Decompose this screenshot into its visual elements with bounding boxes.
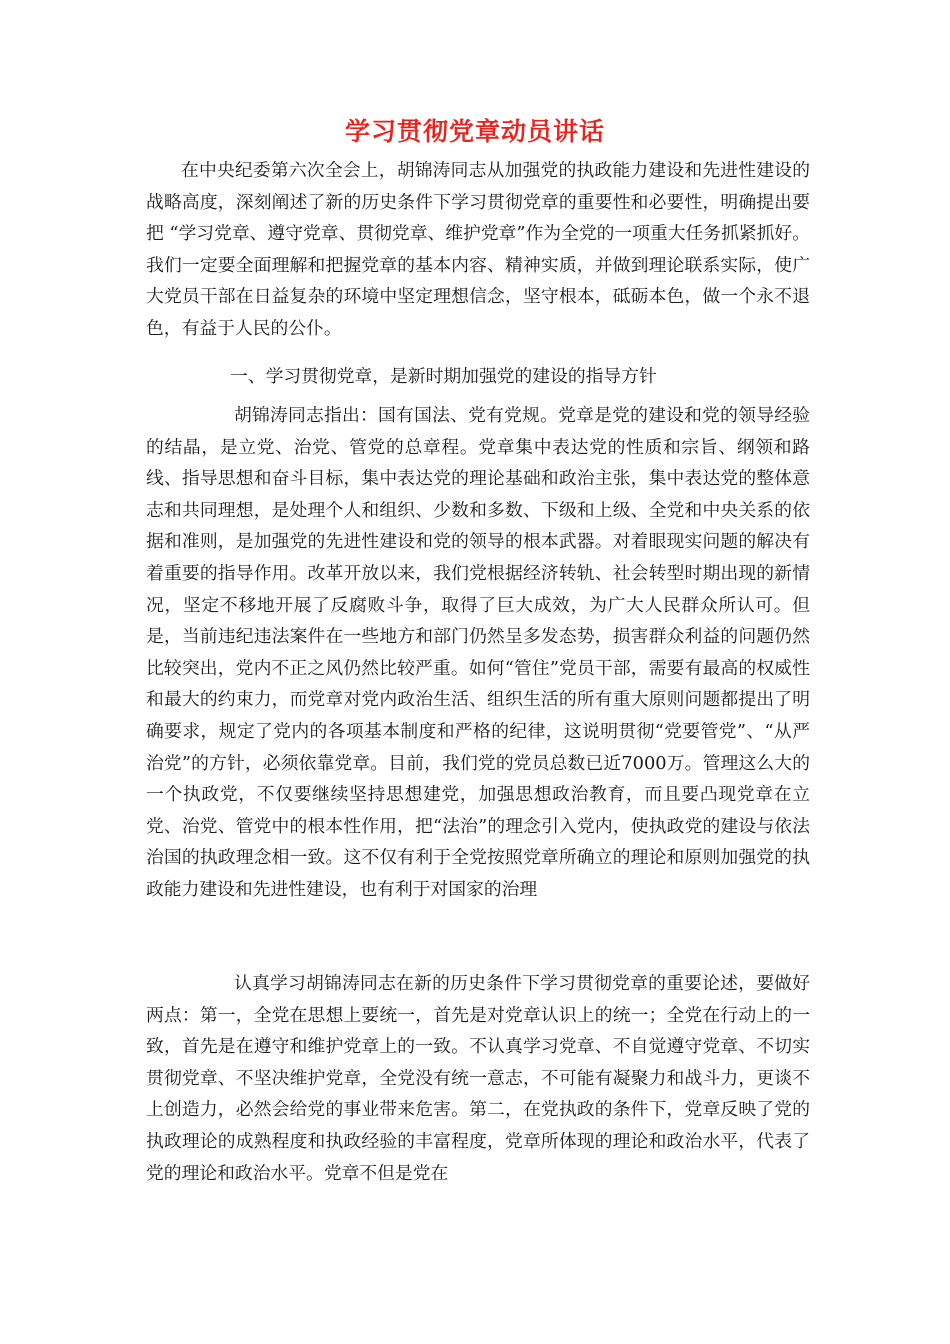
paragraph-body-continued: 认真学习胡锦涛同志在新的历史条件下学习贯彻党章的重要论述，要做好两点：第一，全党在思想上要统一，首先是对党章认识上的统一；全党在行动上的一致，首先是在遵守和维护党章上的一致。不认真学习党章、不自觉遵守党章、不切实贯彻党章、不坚决维护党章，全党没有统一意志，不可能有凝聚力和战斗力，更谈不上创造力，必然会给党的事业带来危害。第二，在党执政的条件下，党章反映了党的执政理论的成熟程度和执政经验的丰富程度，党章所体现的理论和政治水平，代表了党的理论和政治水平。党章不但是党在 (146, 973, 810, 1184)
document-title: 学习贯彻党章动员讲话 (344, 117, 605, 146)
paragraph-body: 胡锦涛同志指出：国有国法、党有党规。党章是党的建设和党的领导经验的结晶，是立党、治党、管党的总章程。党章集中表达党的性质和宗旨、纲领和路线、指导思想和奋斗目标，集中表达党的理论基础和政治主张，集中表达党的整体意志和共同理想，是处理个人和组织、少数和多数、下级和上级、全党和中央关系的依据和准则，是加强党的先进性建设和党的领导的根本武器。对着眼现实问题的解决有着重要的指导作用。改革开放以来，我们党根据经济转轨、社会转型时期出现的新情况，坚定不移地开展了反腐败斗争，取得了巨大成效，为广大人民群众所认可。但是，当前违纪违法案件在一些地方和部门仍然呈多发态势，损害群众利益的问题仍然比较突出，党内不正之风仍然比较严重。如何“管住”党员干部，需要有最高的权威性和最大的约束力，而党章对党内政治生活、组织生活的所有重大原则问题都提出了明确要求，规定了党内的各项基本制度和严格的纪律，这说明贯彻“党要管党”、“从严治党”的方针，必须依靠党章。目前，我们党的党员总数已近7000万。管理这么大的一个执政党，不仅要继续坚持思想建党，加强思想政治教育，而且要凸现党章在立党、治党、管党中的根本性作用，把“法治”的理念引入党内，使执政党的建设与依法治国的执政理念相一致。这不仅有利于全党按照党章所确立的理论和原则加强党的执政能力建设和先进性建设，也有利于对国家的治理 (146, 405, 810, 900)
paragraph-intro: 在中央纪委第六次全会上，胡锦涛同志从加强党的执政能力建设和先进性建设的战略高度，深刻阐述了新的历史条件下学习贯彻党章的重要性和必要性，明确提出要把 “学习党章、遵守党章、贯彻党章、维护党章”作为全党的一项重大任务抓紧抓好。我们一定要全面理解和把握党章的基本内容、精神实质，并做到理论联系实际，使广大党员干部在日益复杂的环境中坚定理想信念，坚守根本，砥砺本色，做一个永不退色，有益于人民的公仆。 (146, 160, 810, 339)
section-heading: 一、学习贯彻党章，是新时期加强党的建设的指导方针 (230, 366, 657, 387)
